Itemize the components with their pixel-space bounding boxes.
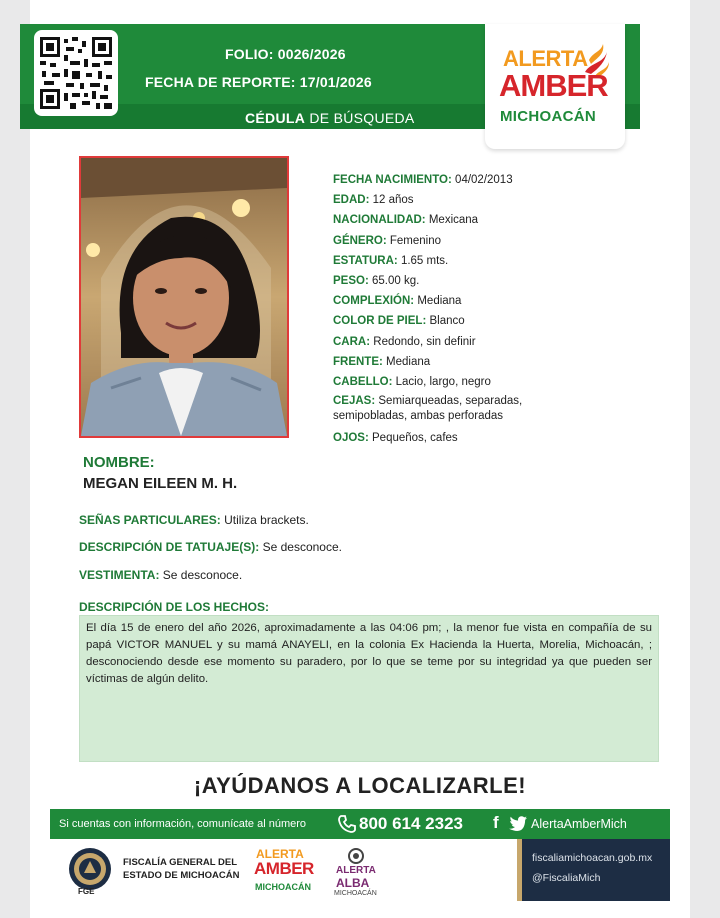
attr-label: COMPLEXIÓN: [333, 295, 415, 308]
attr-color-piel [333, 313, 633, 333]
attr-value: Semiarqueadas, separadas, [378, 395, 523, 408]
attr-label: GÉNERO: [333, 234, 387, 247]
name-label: NOMBRE: [83, 454, 155, 471]
logo-region-text: MICHOACÁN [500, 108, 597, 125]
portrait-image [81, 158, 287, 436]
attr-edad [333, 192, 633, 212]
fiscalia-contact-box [517, 839, 670, 901]
attr-cara [333, 334, 633, 354]
attr-value: Redondo, sin definir [373, 335, 476, 348]
attr-complexion [333, 293, 633, 313]
logo-alerta-text: ALERTA [503, 46, 588, 71]
attr-label: FRENTE: [333, 355, 383, 368]
attr-estatura [333, 253, 633, 273]
vestimenta-value: Se desconoce. [162, 568, 243, 582]
attr-fecha-nacimiento [333, 172, 633, 192]
alerta-amber-logo [485, 24, 625, 149]
attr-value: Mexicana [428, 214, 479, 227]
attr-value: Mediana [417, 295, 462, 308]
attr-value: 04/02/2013 [455, 174, 513, 186]
alerta-amber-mini-logo [253, 845, 323, 895]
senas-value: Utiliza brackets. [224, 513, 309, 527]
qr-code[interactable] [34, 30, 118, 116]
document-title-rest: DE BÚSQUEDA [309, 110, 415, 126]
fiscalia-social-handle[interactable]: @FiscaliaMich [532, 872, 601, 884]
attr-genero [333, 233, 633, 253]
attr-value: 65.00 kg. [372, 274, 420, 287]
phone-number[interactable]: 800 614 2323 [359, 814, 463, 833]
website-link[interactable]: fiscaliamichoacan.gob.mx [532, 852, 653, 864]
attr-ojos [333, 430, 633, 450]
alerta-alba-logo [332, 845, 382, 897]
phone-icon [337, 814, 357, 834]
report-date: FECHA DE REPORTE: 17/01/2026 [145, 74, 372, 90]
contact-bar [50, 809, 670, 839]
attr-cejas [333, 394, 633, 430]
senas-row [79, 513, 309, 527]
tatuajes-value: Se desconoce. [262, 540, 342, 554]
tatuajes-row [79, 540, 342, 554]
attr-value: Lacio, largo, negro [395, 375, 491, 388]
attr-value: Pequeños, cafes [372, 432, 458, 445]
attr-label: CARA: [333, 335, 371, 348]
document-title [245, 110, 415, 126]
facts-description: El día 15 de enero del año 2026, aproximadamente a las 04:06 pm; , la menor fue vista en compañía de su papá VICTOR MANUEL y su mamá ANAYELI, en la colonia Ex Hacienda la Huerta, Morelia, Michoacán, ; desconociendo desde ese momento su paradero, por lo que se teme por su integridad ya que pueden ser víctimas de algún delito. [79, 615, 659, 762]
attr-label: COLOR DE PIEL: [333, 315, 427, 328]
attr-label: NACIONALIDAD: [333, 214, 426, 227]
vestimenta-label: VESTIMENTA: [79, 568, 160, 582]
attr-peso [333, 273, 633, 293]
fiscalia-name [123, 856, 239, 882]
attr-frente [333, 354, 633, 374]
document-title-bold: CÉDULA [245, 110, 306, 126]
footer [50, 839, 670, 901]
attr-value: 12 años [372, 194, 414, 207]
attr-cabello [333, 374, 633, 394]
folio-number: FOLIO: 0026/2026 [225, 46, 346, 62]
attr-nacionalidad [333, 212, 633, 232]
senas-label: SEÑAS PARTICULARES: [79, 513, 221, 527]
name-value: MEGAN EILEEN M. H. [83, 475, 238, 492]
attr-value-line2: semipobladas, ambas perforadas [333, 410, 504, 423]
attr-label: EDAD: [333, 194, 370, 207]
facts-label: DESCRIPCIÓN DE LOS HECHOS: [79, 600, 270, 614]
attr-label: CEJAS: [333, 395, 376, 408]
attr-label: OJOS: [333, 432, 369, 445]
fge-label: FGE [78, 887, 95, 896]
missing-person-photo [79, 156, 289, 438]
fge-seal-icon [68, 847, 112, 891]
fiscalia-line2: ESTADO DE MICHOACÁN [123, 870, 240, 881]
fiscalia-line1: FISCALÍA GENERAL DEL [123, 857, 238, 868]
attr-value: Blanco [429, 315, 465, 328]
twitter-icon[interactable] [509, 816, 527, 831]
contact-text: Si cuentas con información, comunícate al número [59, 818, 307, 830]
attr-label: ESTATURA: [333, 254, 398, 267]
attr-value: 1.65 mts. [400, 254, 449, 267]
attributes-list [333, 172, 633, 450]
alba-alerta-text: ALERTA [336, 865, 376, 876]
attr-value: Femenino [389, 234, 442, 247]
alba-icon [346, 847, 366, 865]
call-to-action: ¡AYÚDANOS A LOCALIZARLE! [193, 773, 527, 798]
facebook-icon[interactable]: f [493, 813, 499, 832]
mini-region-text: MICHOACÁN [255, 882, 311, 892]
mini-amber-text: AMBER [254, 859, 314, 878]
alba-region-text: MICHOACÁN [334, 890, 377, 897]
vestimenta-row [79, 568, 242, 582]
attr-label: PESO: [333, 274, 369, 287]
attr-label: FECHA NACIMIENTO: [333, 174, 452, 186]
qr-code-icon [40, 37, 112, 109]
attr-label: CABELLO: [333, 375, 393, 388]
attr-value: Mediana [386, 355, 431, 368]
mini-alerta-text: ALERTA [256, 847, 304, 861]
social-handle[interactable]: AlertaAmberMich [531, 817, 627, 831]
logo-amber-text: AMBER [499, 68, 608, 103]
tatuajes-label: DESCRIPCIÓN DE TATUAJE(S): [79, 540, 260, 554]
alba-name-text: ALBA [336, 876, 370, 890]
